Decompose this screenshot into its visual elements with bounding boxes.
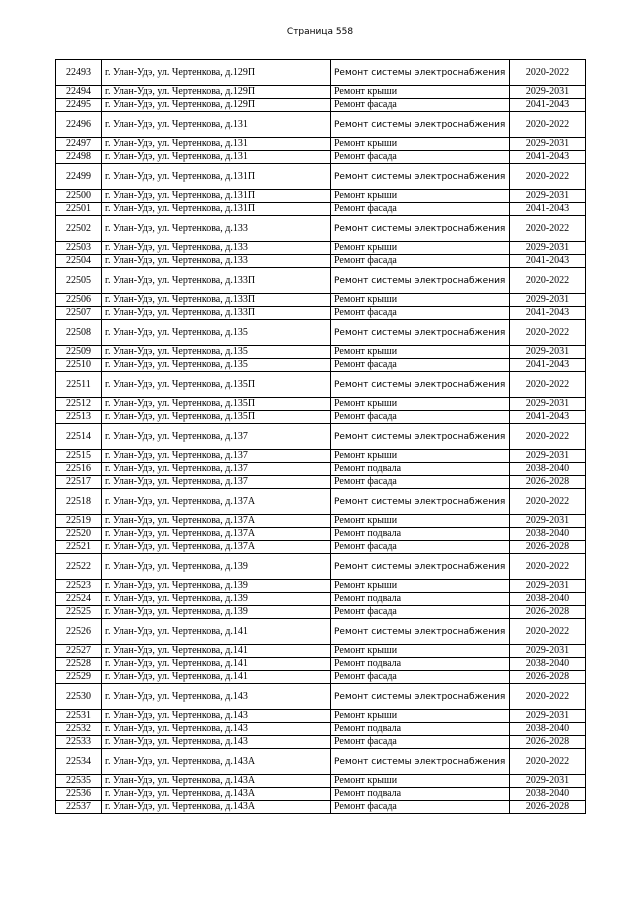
table-row	[56, 736, 586, 749]
row-number-cell: 22519	[56, 515, 102, 528]
table-row	[56, 138, 586, 151]
row-number-cell: 22518	[56, 489, 102, 515]
table-row	[56, 203, 586, 216]
work-type-cell: Ремонт фасада	[331, 541, 510, 554]
table-row	[56, 671, 586, 684]
work-type-cell: Ремонт фасада	[331, 476, 510, 489]
table-row	[56, 60, 586, 86]
address-cell: г. Улан-Удэ, ул. Чертенкова, д.135П	[102, 372, 331, 398]
table-row	[56, 606, 586, 619]
work-type-cell: Ремонт крыши	[331, 242, 510, 255]
table-row	[56, 359, 586, 372]
years-cell: 2038-2040	[510, 463, 586, 476]
work-type-cell: Ремонт крыши	[331, 775, 510, 788]
table-row	[56, 268, 586, 294]
row-number-cell: 22531	[56, 710, 102, 723]
table-row	[56, 164, 586, 190]
work-type-cell: Ремонт системы электроснабжения	[331, 424, 510, 450]
capital-repair-table	[55, 59, 586, 814]
address-cell: г. Улан-Удэ, ул. Чертенкова, д.143	[102, 736, 331, 749]
table-row	[56, 255, 586, 268]
address-cell: г. Улан-Удэ, ул. Чертенкова, д.133	[102, 255, 331, 268]
address-cell: г. Улан-Удэ, ул. Чертенкова, д.131	[102, 112, 331, 138]
row-number-cell: 22520	[56, 528, 102, 541]
table-row	[56, 801, 586, 814]
row-number-cell: 22525	[56, 606, 102, 619]
row-number-cell: 22506	[56, 294, 102, 307]
table-row	[56, 619, 586, 645]
row-number-cell: 22527	[56, 645, 102, 658]
table-row	[56, 554, 586, 580]
years-cell: 2029-2031	[510, 580, 586, 593]
address-cell: г. Улан-Удэ, ул. Чертенкова, д.137	[102, 424, 331, 450]
address-cell: г. Улан-Удэ, ул. Чертенкова, д.141	[102, 671, 331, 684]
address-cell: г. Улан-Удэ, ул. Чертенкова, д.143А	[102, 775, 331, 788]
years-cell: 2020-2022	[510, 619, 586, 645]
work-type-cell: Ремонт фасада	[331, 606, 510, 619]
table-row	[56, 411, 586, 424]
address-cell: г. Улан-Удэ, ул. Чертенкова, д.137	[102, 463, 331, 476]
table-row	[56, 749, 586, 775]
work-type-cell: Ремонт подвала	[331, 658, 510, 671]
work-type-cell: Ремонт системы электроснабжения	[331, 489, 510, 515]
row-number-cell: 22497	[56, 138, 102, 151]
work-type-cell: Ремонт подвала	[331, 723, 510, 736]
address-cell: г. Улан-Удэ, ул. Чертенкова, д.129П	[102, 99, 331, 112]
work-type-cell: Ремонт фасада	[331, 151, 510, 164]
row-number-cell: 22530	[56, 684, 102, 710]
address-cell: г. Улан-Удэ, ул. Чертенкова, д.137	[102, 476, 331, 489]
row-number-cell: 22533	[56, 736, 102, 749]
row-number-cell: 22522	[56, 554, 102, 580]
row-number-cell: 22512	[56, 398, 102, 411]
work-type-cell: Ремонт системы электроснабжения	[331, 554, 510, 580]
years-cell: 2029-2031	[510, 138, 586, 151]
row-number-cell: 22503	[56, 242, 102, 255]
work-type-cell: Ремонт системы электроснабжения	[331, 60, 510, 86]
address-cell: г. Улан-Удэ, ул. Чертенкова, д.141	[102, 658, 331, 671]
address-cell: г. Улан-Удэ, ул. Чертенкова, д.141	[102, 645, 331, 658]
address-cell: г. Улан-Удэ, ул. Чертенкова, д.135П	[102, 398, 331, 411]
address-cell: г. Улан-Удэ, ул. Чертенкова, д.137А	[102, 528, 331, 541]
row-number-cell: 22505	[56, 268, 102, 294]
years-cell: 2020-2022	[510, 372, 586, 398]
address-cell: г. Улан-Удэ, ул. Чертенкова, д.131	[102, 138, 331, 151]
address-cell: г. Улан-Удэ, ул. Чертенкова, д.143	[102, 710, 331, 723]
work-type-cell: Ремонт системы электроснабжения	[331, 749, 510, 775]
address-cell: г. Улан-Удэ, ул. Чертенкова, д.129П	[102, 60, 331, 86]
work-type-cell: Ремонт системы электроснабжения	[331, 684, 510, 710]
work-type-cell: Ремонт системы электроснабжения	[331, 164, 510, 190]
table-row	[56, 489, 586, 515]
table-row	[56, 788, 586, 801]
years-cell: 2038-2040	[510, 788, 586, 801]
table-row	[56, 775, 586, 788]
row-number-cell: 22499	[56, 164, 102, 190]
table-row	[56, 580, 586, 593]
table-row	[56, 684, 586, 710]
row-number-cell: 22536	[56, 788, 102, 801]
work-type-cell: Ремонт крыши	[331, 515, 510, 528]
row-number-cell: 22502	[56, 216, 102, 242]
years-cell: 2020-2022	[510, 749, 586, 775]
work-type-cell: Ремонт крыши	[331, 190, 510, 203]
table-body	[56, 60, 586, 814]
years-cell: 2029-2031	[510, 515, 586, 528]
work-type-cell: Ремонт крыши	[331, 450, 510, 463]
row-number-cell: 22535	[56, 775, 102, 788]
work-type-cell: Ремонт крыши	[331, 346, 510, 359]
years-cell: 2041-2043	[510, 203, 586, 216]
years-cell: 2029-2031	[510, 86, 586, 99]
row-number-cell: 22508	[56, 320, 102, 346]
row-number-cell: 22534	[56, 749, 102, 775]
address-cell: г. Улан-Удэ, ул. Чертенкова, д.139	[102, 606, 331, 619]
work-type-cell: Ремонт подвала	[331, 463, 510, 476]
years-cell: 2026-2028	[510, 606, 586, 619]
years-cell: 2041-2043	[510, 255, 586, 268]
work-type-cell: Ремонт крыши	[331, 294, 510, 307]
years-cell: 2029-2031	[510, 645, 586, 658]
years-cell: 2026-2028	[510, 541, 586, 554]
address-cell: г. Улан-Удэ, ул. Чертенкова, д.137	[102, 450, 331, 463]
row-number-cell: 22500	[56, 190, 102, 203]
work-type-cell: Ремонт системы электроснабжения	[331, 619, 510, 645]
address-cell: г. Улан-Удэ, ул. Чертенкова, д.135	[102, 320, 331, 346]
row-number-cell: 22514	[56, 424, 102, 450]
years-cell: 2020-2022	[510, 268, 586, 294]
address-cell: г. Улан-Удэ, ул. Чертенкова, д.143А	[102, 801, 331, 814]
table-row	[56, 112, 586, 138]
address-cell: г. Улан-Удэ, ул. Чертенкова, д.137А	[102, 541, 331, 554]
years-cell: 2029-2031	[510, 294, 586, 307]
work-type-cell: Ремонт крыши	[331, 86, 510, 99]
years-cell: 2038-2040	[510, 593, 586, 606]
row-number-cell: 22507	[56, 307, 102, 320]
years-cell: 2029-2031	[510, 346, 586, 359]
work-type-cell: Ремонт фасада	[331, 359, 510, 372]
table-row	[56, 307, 586, 320]
years-cell: 2029-2031	[510, 775, 586, 788]
address-cell: г. Улан-Удэ, ул. Чертенкова, д.137А	[102, 515, 331, 528]
years-cell: 2020-2022	[510, 112, 586, 138]
address-cell: г. Улан-Удэ, ул. Чертенкова, д.133П	[102, 294, 331, 307]
work-type-cell: Ремонт системы электроснабжения	[331, 372, 510, 398]
table-row	[56, 593, 586, 606]
years-cell: 2038-2040	[510, 528, 586, 541]
address-cell: г. Улан-Удэ, ул. Чертенкова, д.139	[102, 580, 331, 593]
address-cell: г. Улан-Удэ, ул. Чертенкова, д.131	[102, 151, 331, 164]
table-row	[56, 190, 586, 203]
work-type-cell: Ремонт фасада	[331, 307, 510, 320]
work-type-cell: Ремонт системы электроснабжения	[331, 112, 510, 138]
work-type-cell: Ремонт фасада	[331, 411, 510, 424]
years-cell: 2041-2043	[510, 307, 586, 320]
table-row	[56, 463, 586, 476]
row-number-cell: 22517	[56, 476, 102, 489]
address-cell: г. Улан-Удэ, ул. Чертенкова, д.139	[102, 593, 331, 606]
years-cell: 2020-2022	[510, 424, 586, 450]
work-type-cell: Ремонт крыши	[331, 138, 510, 151]
years-cell: 2020-2022	[510, 216, 586, 242]
row-number-cell: 22513	[56, 411, 102, 424]
address-cell: г. Улан-Удэ, ул. Чертенкова, д.133П	[102, 268, 331, 294]
work-type-cell: Ремонт крыши	[331, 645, 510, 658]
address-cell: г. Улан-Удэ, ул. Чертенкова, д.143А	[102, 788, 331, 801]
table-row	[56, 710, 586, 723]
work-type-cell: Ремонт крыши	[331, 398, 510, 411]
row-number-cell: 22498	[56, 151, 102, 164]
row-number-cell: 22504	[56, 255, 102, 268]
address-cell: г. Улан-Удэ, ул. Чертенкова, д.131П	[102, 203, 331, 216]
row-number-cell: 22532	[56, 723, 102, 736]
address-cell: г. Улан-Удэ, ул. Чертенкова, д.139	[102, 554, 331, 580]
table-row	[56, 515, 586, 528]
row-number-cell: 22494	[56, 86, 102, 99]
table-row	[56, 450, 586, 463]
work-type-cell: Ремонт фасада	[331, 736, 510, 749]
row-number-cell: 22510	[56, 359, 102, 372]
row-number-cell: 22509	[56, 346, 102, 359]
table-row	[56, 424, 586, 450]
row-number-cell: 22496	[56, 112, 102, 138]
work-type-cell: Ремонт фасада	[331, 203, 510, 216]
address-cell: г. Улан-Удэ, ул. Чертенкова, д.135	[102, 346, 331, 359]
address-cell: г. Улан-Удэ, ул. Чертенкова, д.131П	[102, 164, 331, 190]
years-cell: 2029-2031	[510, 450, 586, 463]
years-cell: 2029-2031	[510, 242, 586, 255]
address-cell: г. Улан-Удэ, ул. Чертенкова, д.129П	[102, 86, 331, 99]
row-number-cell: 22537	[56, 801, 102, 814]
address-cell: г. Улан-Удэ, ул. Чертенкова, д.143	[102, 684, 331, 710]
years-cell: 2020-2022	[510, 554, 586, 580]
address-cell: г. Улан-Удэ, ул. Чертенкова, д.133	[102, 242, 331, 255]
row-number-cell: 22521	[56, 541, 102, 554]
years-cell: 2020-2022	[510, 489, 586, 515]
years-cell: 2026-2028	[510, 476, 586, 489]
table-row	[56, 541, 586, 554]
row-number-cell: 22495	[56, 99, 102, 112]
years-cell: 2038-2040	[510, 658, 586, 671]
work-type-cell: Ремонт подвала	[331, 593, 510, 606]
years-cell: 2041-2043	[510, 411, 586, 424]
address-cell: г. Улан-Удэ, ул. Чертенкова, д.131П	[102, 190, 331, 203]
table-row	[56, 320, 586, 346]
years-cell: 2026-2028	[510, 801, 586, 814]
table-row	[56, 99, 586, 112]
address-cell: г. Улан-Удэ, ул. Чертенкова, д.137А	[102, 489, 331, 515]
work-type-cell: Ремонт подвала	[331, 788, 510, 801]
address-cell: г. Улан-Удэ, ул. Чертенкова, д.135	[102, 359, 331, 372]
work-type-cell: Ремонт системы электроснабжения	[331, 268, 510, 294]
years-cell: 2038-2040	[510, 723, 586, 736]
work-type-cell: Ремонт фасада	[331, 99, 510, 112]
table-row	[56, 294, 586, 307]
table-row	[56, 216, 586, 242]
table-row	[56, 476, 586, 489]
address-cell: г. Улан-Удэ, ул. Чертенкова, д.143А	[102, 749, 331, 775]
table-row	[56, 372, 586, 398]
table-row	[56, 86, 586, 99]
row-number-cell: 22493	[56, 60, 102, 86]
years-cell: 2020-2022	[510, 684, 586, 710]
row-number-cell: 22511	[56, 372, 102, 398]
work-type-cell: Ремонт системы электроснабжения	[331, 216, 510, 242]
years-cell: 2041-2043	[510, 151, 586, 164]
years-cell: 2041-2043	[510, 99, 586, 112]
address-cell: г. Улан-Удэ, ул. Чертенкова, д.143	[102, 723, 331, 736]
page-number-label: Страница 558	[286, 27, 354, 37]
table-row	[56, 658, 586, 671]
address-cell: г. Улан-Удэ, ул. Чертенкова, д.133	[102, 216, 331, 242]
years-cell: 2020-2022	[510, 60, 586, 86]
work-type-cell: Ремонт системы электроснабжения	[331, 320, 510, 346]
row-number-cell: 22515	[56, 450, 102, 463]
row-number-cell: 22528	[56, 658, 102, 671]
years-cell: 2020-2022	[510, 164, 586, 190]
table-row	[56, 645, 586, 658]
row-number-cell: 22526	[56, 619, 102, 645]
years-cell: 2026-2028	[510, 671, 586, 684]
work-type-cell: Ремонт крыши	[331, 710, 510, 723]
table-row	[56, 151, 586, 164]
table-row	[56, 528, 586, 541]
row-number-cell: 22523	[56, 580, 102, 593]
work-type-cell: Ремонт фасада	[331, 801, 510, 814]
work-type-cell: Ремонт фасада	[331, 671, 510, 684]
years-cell: 2020-2022	[510, 320, 586, 346]
years-cell: 2029-2031	[510, 398, 586, 411]
address-cell: г. Улан-Удэ, ул. Чертенкова, д.141	[102, 619, 331, 645]
address-cell: г. Улан-Удэ, ул. Чертенкова, д.135П	[102, 411, 331, 424]
years-cell: 2041-2043	[510, 359, 586, 372]
years-cell: 2029-2031	[510, 190, 586, 203]
table-row	[56, 723, 586, 736]
table-row	[56, 242, 586, 255]
address-cell: г. Улан-Удэ, ул. Чертенкова, д.133П	[102, 307, 331, 320]
work-type-cell: Ремонт фасада	[331, 255, 510, 268]
table-row	[56, 346, 586, 359]
row-number-cell: 22501	[56, 203, 102, 216]
work-type-cell: Ремонт подвала	[331, 528, 510, 541]
work-type-cell: Ремонт крыши	[331, 580, 510, 593]
years-cell: 2026-2028	[510, 736, 586, 749]
years-cell: 2029-2031	[510, 710, 586, 723]
row-number-cell: 22524	[56, 593, 102, 606]
row-number-cell: 22529	[56, 671, 102, 684]
table-row	[56, 398, 586, 411]
row-number-cell: 22516	[56, 463, 102, 476]
